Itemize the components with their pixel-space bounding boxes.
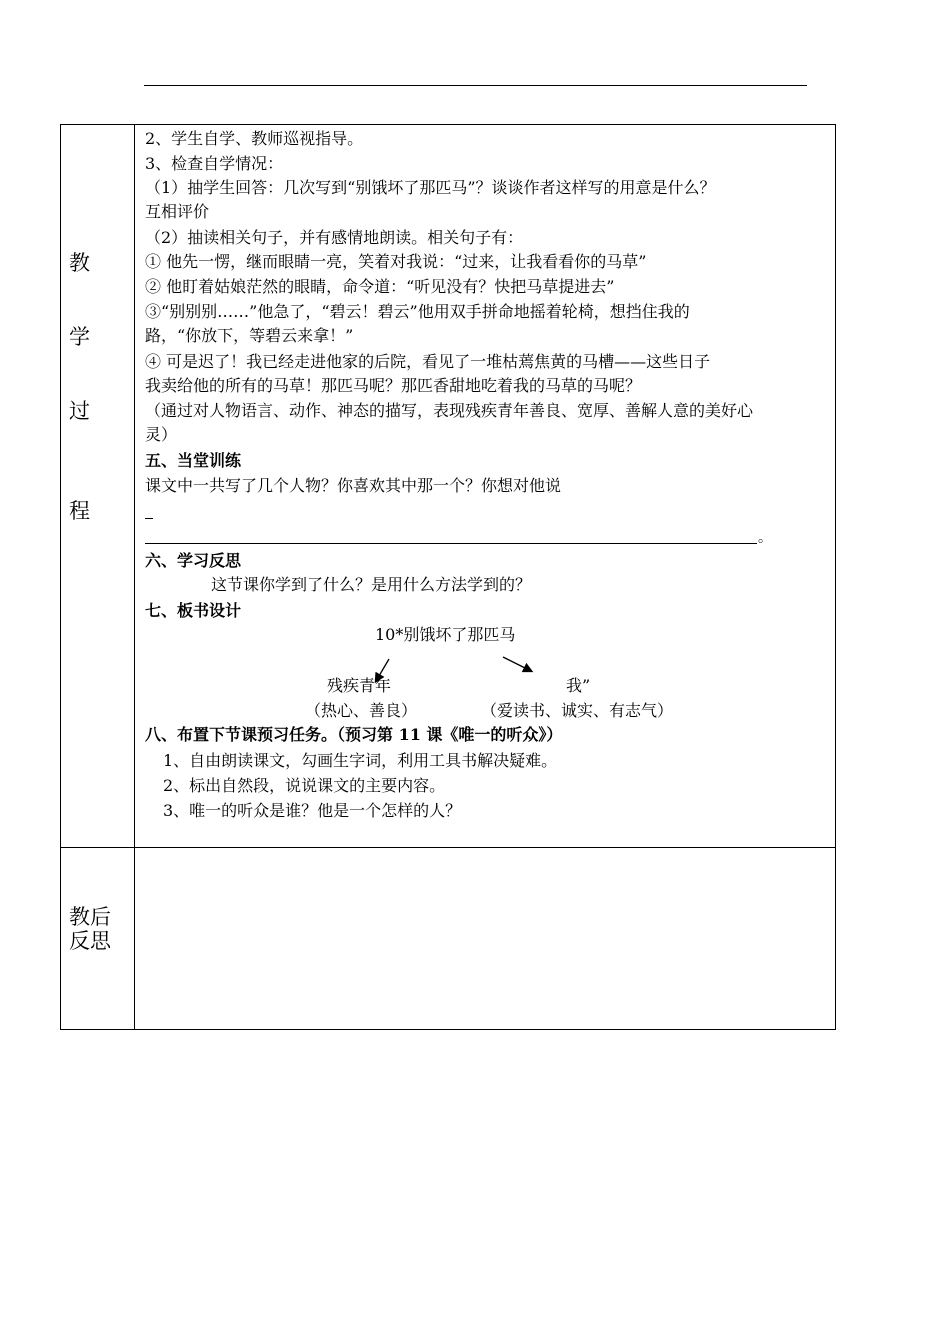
board-arrows — [61, 125, 837, 1031]
board-right-traits: （爱读书、诚实、有志气） — [481, 701, 674, 720]
text-line: 互相评价 — [145, 202, 210, 221]
process-label-char-2: 学 — [69, 325, 90, 349]
text-line: 灵） — [145, 425, 178, 444]
header-rule — [144, 85, 807, 86]
lesson-plan-table — [60, 124, 836, 1030]
text-line: ③“别别别……”他急了，“碧云！碧云”他用双手拼命地摇着轮椅，想挡住我的 — [145, 302, 690, 321]
section-heading-8: 八、布置下节课预习任务。（预习第 11 课《唯一的听众》） — [145, 725, 563, 744]
text-line: （通过对人物语言、动作、神态的描写，表现残疾青年善良、宽厚、善解人意的美好心 — [145, 401, 754, 420]
board-title: 10*别饿坏了那匹马 — [375, 625, 516, 644]
text-line: （2）抽读相关句子，并有感情地朗读。相关句子有： — [145, 228, 524, 247]
board-right-node: 我” — [566, 676, 591, 695]
task-item: 1、自由朗读课文，勾画生字词，利用工具书解决疑难。 — [163, 751, 558, 770]
text-line: 2、学生自学、教师巡视指导。 — [145, 129, 364, 148]
text-line: （1）抽学生回答：几次写到“别饿坏了那匹马”？谈谈作者这样写的用意是什么？ — [145, 178, 716, 197]
text-line: 路，“你放下，等碧云来拿！” — [145, 326, 354, 345]
text-line: ② 他盯着姑娘茫然的眼睛，命令道：“听见没有？快把马草提进去” — [145, 277, 615, 296]
text-line: 3、检查自学情况： — [145, 154, 284, 173]
reflection-label-line-2: 反思 — [69, 929, 111, 953]
text-line: ④ 可是迟了！我已经走进他家的后院，看见了一堆枯蔫焦黄的马槽——这些日子 — [145, 352, 711, 371]
board-arrow-right — [503, 657, 531, 671]
answer-blank-period: 。 — [758, 530, 772, 546]
board-left-node: 残疾青年 — [327, 676, 392, 695]
reflection-label-line-1: 教后 — [69, 905, 111, 929]
text-line: 课文中一共写了几个人物？你喜欢其中那一个？你想对他说 — [145, 476, 562, 495]
text-line: 这节课你学到了什么？是用什么方法学到的？ — [211, 575, 532, 594]
process-label-char-3: 过 — [69, 399, 90, 423]
section-heading-6: 六、学习反思 — [145, 551, 242, 570]
process-label-char-1: 教 — [69, 251, 90, 275]
text-line: 我卖给他的所有的马草！那匹马呢？那匹香甜地吃着我的马草的马呢？ — [145, 376, 642, 395]
section-heading-7: 七、板书设计 — [145, 601, 242, 620]
board-left-traits: （热心、善良） — [305, 701, 418, 720]
text-line: ① 他先一愣，继而眼睛一亮，笑着对我说：“过来，让我看看你的马草” — [145, 252, 647, 271]
task-item: 3、唯一的听众是谁？他是一个怎样的人？ — [163, 801, 462, 820]
task-item: 2、标出自然段，说说课文的主要内容。 — [163, 776, 446, 795]
section-heading-5: 五、当堂训练 — [145, 451, 242, 470]
process-label-char-4: 程 — [69, 499, 90, 523]
